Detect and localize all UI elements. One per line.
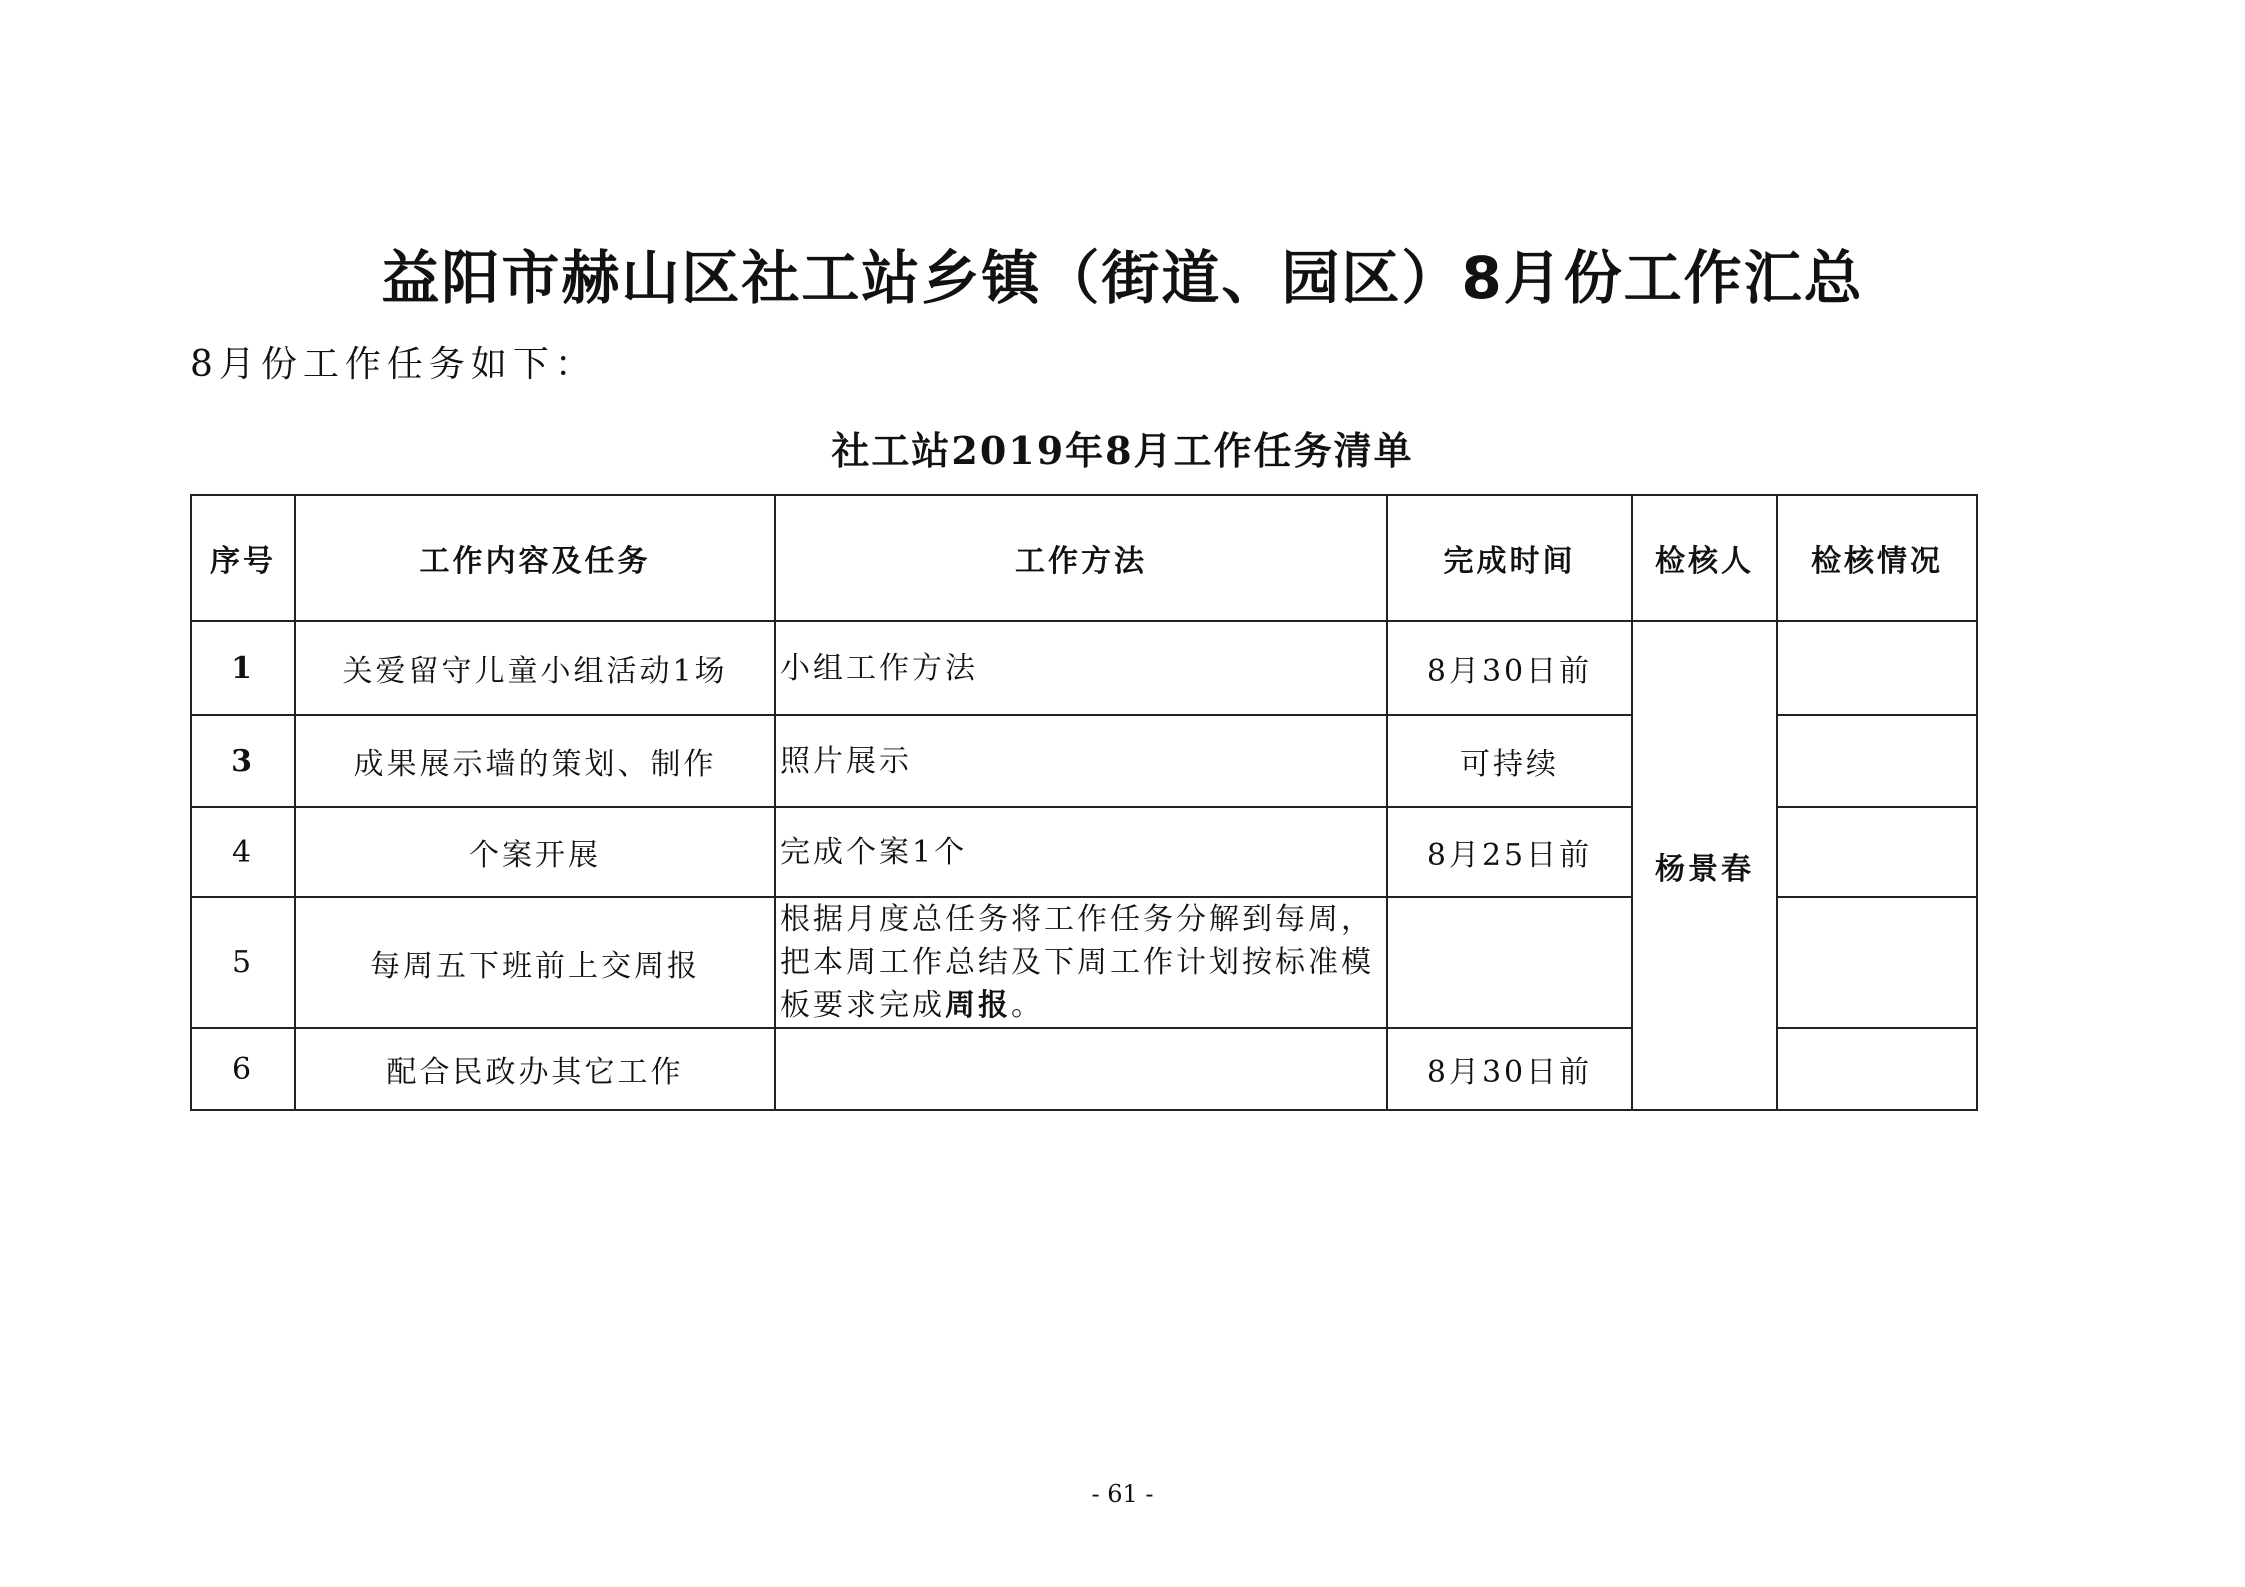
- method-text: 根据月度总任务将工作任务分解到每周，把本周工作总结及下周工作计划按标准模板要求完成: [780, 902, 1374, 1023]
- row-method: 小组工作方法: [775, 621, 1387, 715]
- document-title: 益阳市赫山区社工站乡镇（街道、园区）8月份工作汇总: [381, 244, 1864, 312]
- row-content: 每周五下班前上交周报: [295, 897, 775, 1028]
- intro-text: 8月份工作任务如下：: [190, 344, 597, 385]
- header-inspector: 检核人: [1632, 495, 1777, 621]
- header-seq: 序号: [191, 495, 295, 621]
- row-content: 成果展示墙的策划、制作: [295, 715, 775, 807]
- row-status: [1777, 621, 1977, 715]
- header-status: 检核情况: [1777, 495, 1977, 621]
- row-status: [1777, 897, 1977, 1028]
- row-seq: 4: [191, 807, 295, 897]
- row-deadline: 8月30日前: [1387, 1028, 1632, 1110]
- method-bold-word: 周报: [945, 988, 1011, 1023]
- table-title: 社工站2019年8月工作任务清单: [831, 428, 1414, 473]
- task-table: [190, 494, 1978, 1111]
- header-deadline: 完成时间: [1387, 495, 1632, 621]
- row-seq: 6: [191, 1028, 295, 1110]
- row-status: [1777, 715, 1977, 807]
- row-method: [775, 1028, 1387, 1110]
- row-method: 照片展示: [775, 715, 1387, 807]
- page-number: - 61 -: [1091, 1480, 1154, 1508]
- row-deadline: [1387, 897, 1632, 1028]
- row-method: 完成个案1个: [775, 807, 1387, 897]
- header-content: 工作内容及任务: [295, 495, 775, 621]
- row-status: [1777, 1028, 1977, 1110]
- table-row: [191, 621, 1977, 715]
- row-seq: 5: [191, 897, 295, 1028]
- inspector-cell: 杨景春: [1632, 621, 1777, 1110]
- row-status: [1777, 807, 1977, 897]
- row-content: 关爱留守儿童小组活动1场: [295, 621, 775, 715]
- row-deadline: 可持续: [1387, 715, 1632, 807]
- row-method: [775, 897, 1387, 1028]
- row-deadline: 8月30日前: [1387, 621, 1632, 715]
- row-content: 个案开展: [295, 807, 775, 897]
- table-header-row: [191, 495, 1977, 621]
- row-seq: 3: [191, 715, 295, 807]
- row-content: 配合民政办其它工作: [295, 1028, 775, 1110]
- row-seq: 1: [191, 621, 295, 715]
- method-tail: 。: [1011, 988, 1044, 1023]
- row-deadline: 8月25日前: [1387, 807, 1632, 897]
- header-method: 工作方法: [775, 495, 1387, 621]
